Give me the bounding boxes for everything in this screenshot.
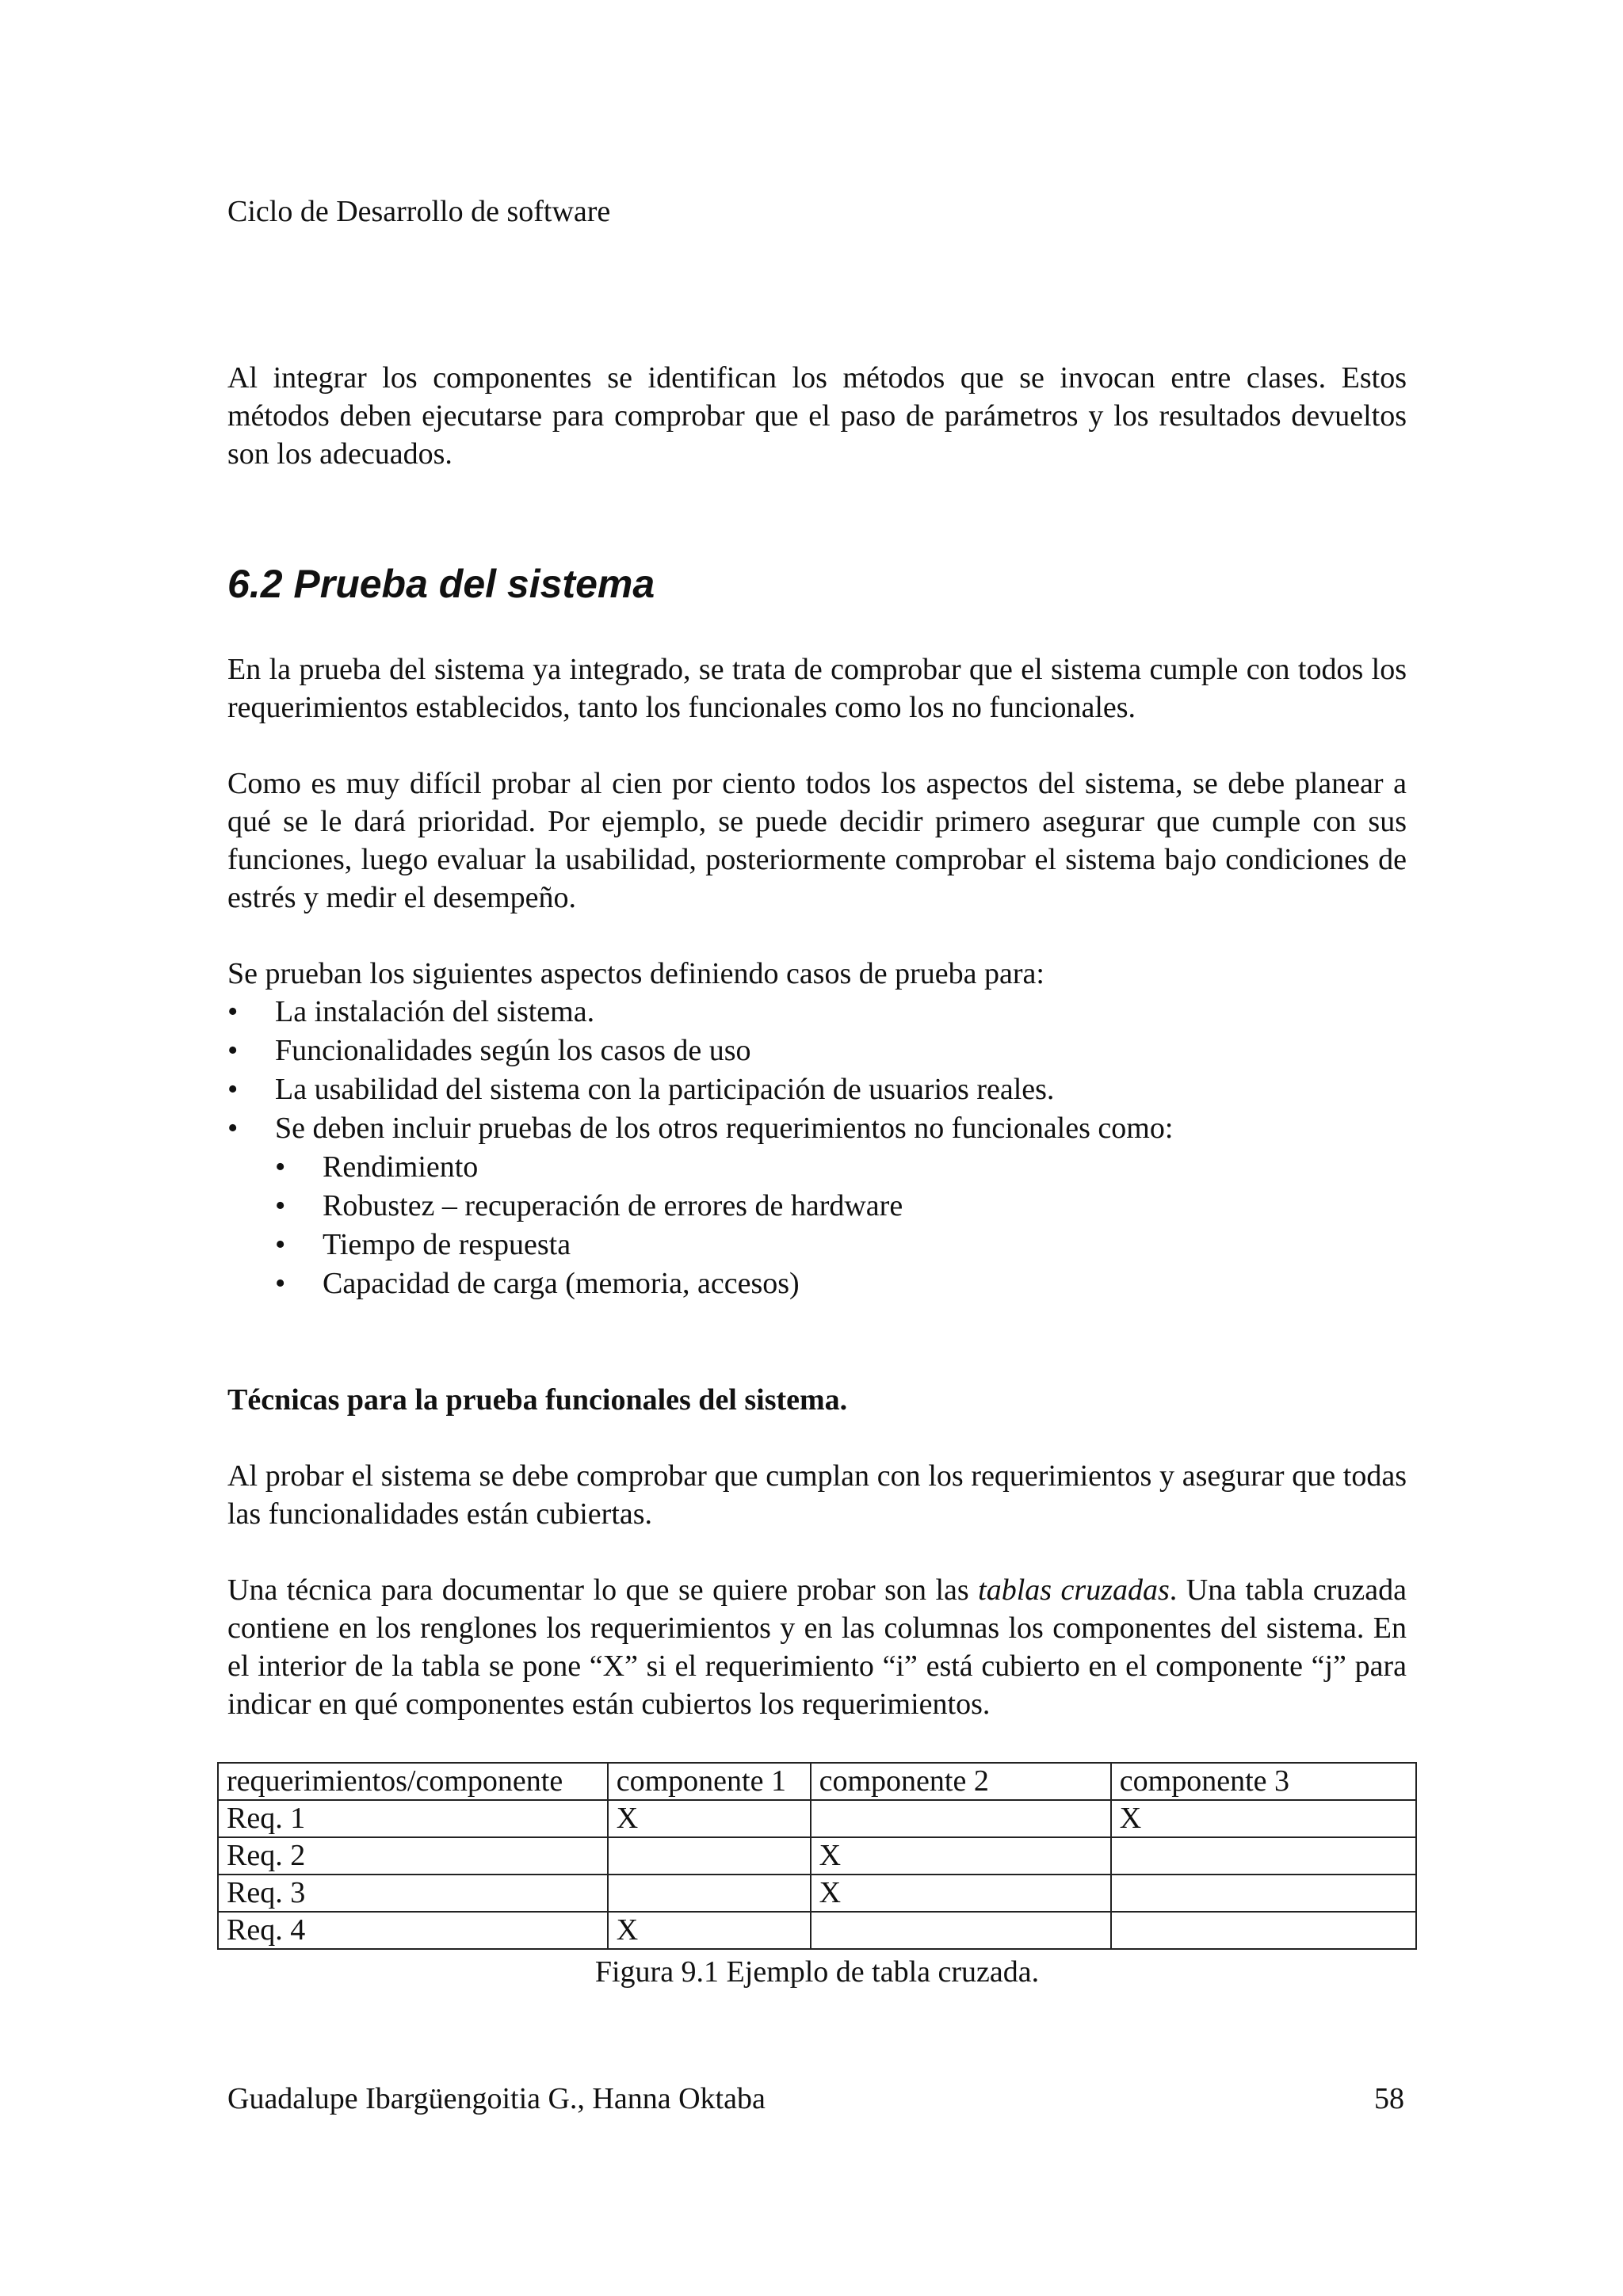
table-cell: X: [811, 1837, 1111, 1875]
table-header-row: [218, 1763, 1416, 1800]
sub-list-item: • Robustez – recuperación de errores de hardware: [275, 1187, 1407, 1226]
list-item: [227, 1109, 1407, 1303]
table-row: [218, 1800, 1416, 1837]
table-header-cell: componente 1: [608, 1763, 811, 1800]
subsection-paragraph-1: Al probar el sistema se debe comprobar que cumplan con los requerimientos y asegurar que todas las funcionalidades están cubiertas.: [227, 1459, 1407, 1531]
section-paragraph-1: En la prueba del sistema ya integrado, se trata de comprobar que el sistema cumple con todos los requerimientos establecidos, tanto los funcionales como los no funcionales.: [227, 653, 1407, 724]
non-functional-list: [275, 1148, 1407, 1303]
table-row: [218, 1837, 1416, 1875]
cross-table: [217, 1762, 1417, 1950]
table-cell: X: [608, 1912, 811, 1949]
table-cell: [1111, 1912, 1416, 1949]
section-heading: 6.2 Prueba del sistema: [227, 562, 655, 606]
table-cell: [811, 1800, 1111, 1837]
sub-list-item: • Capacidad de carga (memoria, accesos): [275, 1264, 1407, 1303]
table-header-cell: componente 3: [1111, 1763, 1416, 1800]
sub-list-item: • Tiempo de respuesta: [275, 1226, 1407, 1264]
page-content: [227, 359, 1407, 1991]
table-cell: Req. 1: [218, 1800, 608, 1837]
table-cell: X: [811, 1875, 1111, 1912]
subsection-title: Técnicas para la prueba funcionales del sistema.: [227, 1383, 848, 1417]
paragraph-text-after: . Una tabla cruzada contiene en los renglones los requerimientos y en las columnas los componentes del sistema. En el interior de la tabla se pone “X” si el requerimiento “i” está cubierto en el componente “j” para indicar en qué componentes están cubiertos los requerimientos.: [227, 1573, 1407, 1721]
figure-caption: Figura 9.1 Ejemplo de tabla cruzada.: [594, 1955, 1040, 1989]
table-cell: X: [1111, 1800, 1416, 1837]
list-item: • La instalación del sistema.: [227, 993, 1407, 1032]
paragraph-text-before: Una técnica para documentar lo que se quiere probar son las: [227, 1573, 979, 1607]
table-header-cell: componente 2: [811, 1763, 1111, 1800]
table-header-cell: requerimientos/componente: [218, 1763, 608, 1800]
table-cell: Req. 2: [218, 1837, 608, 1875]
table-cell: X: [608, 1800, 811, 1837]
table-cell: [1111, 1837, 1416, 1875]
sub-list-item: • Rendimiento: [275, 1148, 1407, 1187]
running-header: Ciclo de Desarrollo de software: [227, 195, 611, 228]
page-number: 58: [1374, 2082, 1404, 2115]
footer-authors: Guadalupe Ibargüengoitia G., Hanna Oktaba: [227, 2082, 766, 2115]
table-row: [218, 1912, 1416, 1949]
test-aspects-list: [227, 993, 1407, 1303]
cross-table-wrapper: [217, 1762, 1407, 1950]
list-item: • La usabilidad del sistema con la participación de usuarios reales.: [227, 1070, 1407, 1109]
list-item: • Funcionalidades según los casos de uso: [227, 1032, 1407, 1070]
table-cell: [608, 1837, 811, 1875]
emphasis-term: tablas cruzadas: [978, 1573, 1170, 1607]
table-cell: [1111, 1875, 1416, 1912]
section-paragraph-2: Como es muy difícil probar al cien por ciento todos los aspectos del sistema, se debe planear a qué se le dará prioridad. Por ejemplo, se puede decidir primero asegurar que cumple con sus funciones, luego evaluar la usabilidad, posteriormente comprobar el sistema bajo condiciones de estrés y medir el desempeño.: [227, 767, 1407, 914]
table-cell: Req. 3: [218, 1875, 608, 1912]
table-cell: [608, 1875, 811, 1912]
section-paragraph-3: Se prueban los siguientes aspectos definiendo casos de prueba para:: [227, 957, 1044, 990]
table-row: [218, 1875, 1416, 1912]
list-item-text: Se deben incluir pruebas de los otros requerimientos no funcionales como:: [275, 1112, 1174, 1145]
subsection-paragraph-2: [227, 1571, 1407, 1723]
table-cell: [811, 1912, 1111, 1949]
table-cell: Req. 4: [218, 1912, 608, 1949]
intro-paragraph: Al integrar los componentes se identifican los métodos que se invocan entre clases. Estos métodos deben ejecutarse para comprobar que el paso de parámetros y los resultados devueltos son los adecuados.: [227, 361, 1407, 471]
